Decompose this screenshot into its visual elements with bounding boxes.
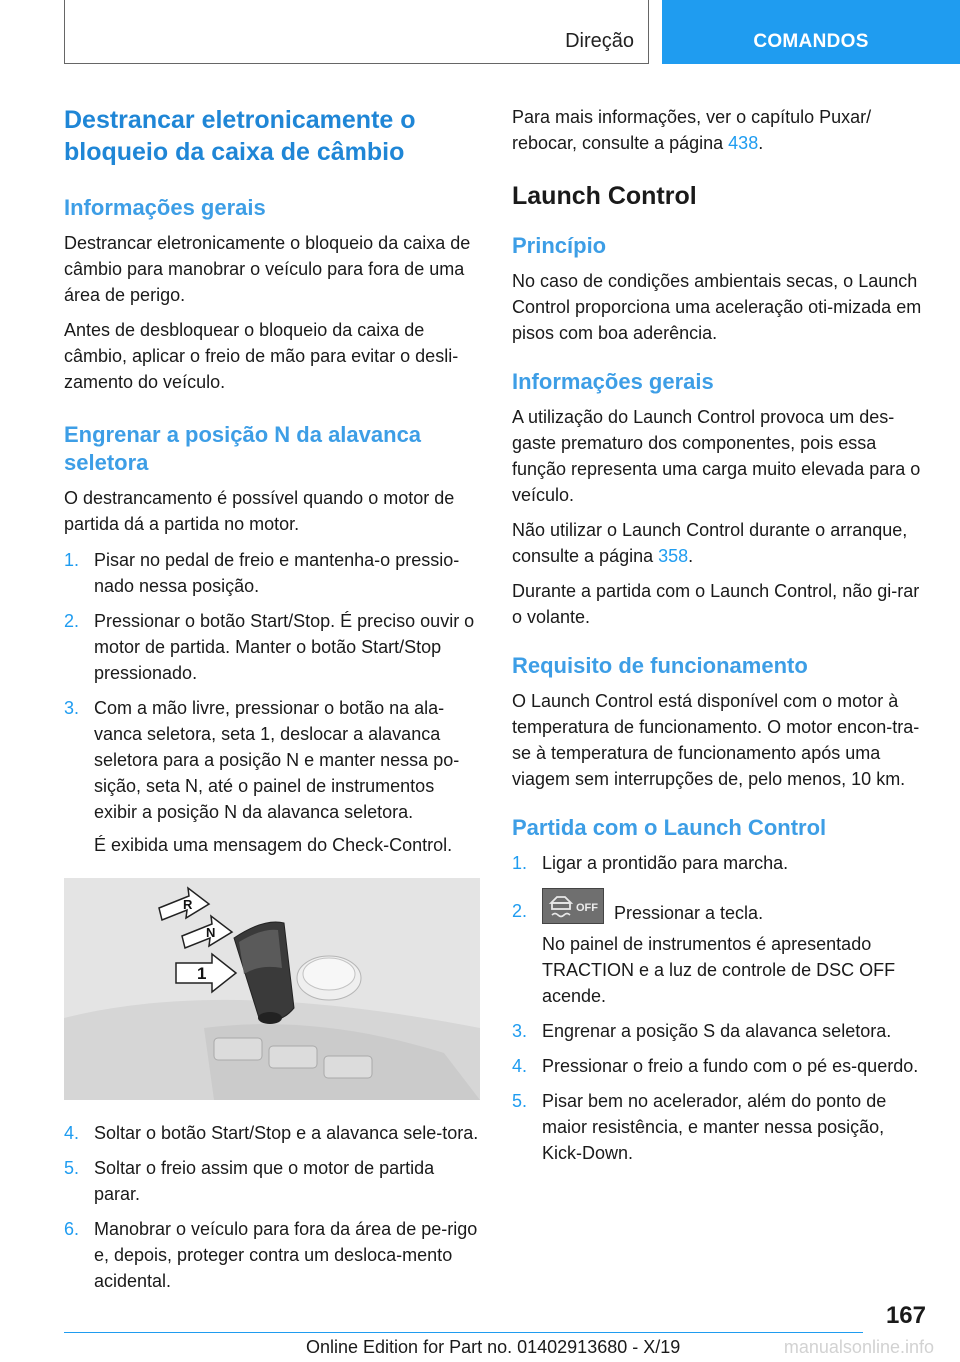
paragraph: O destrancamento é possível quando o motor de partida dá a partida no motor. [64,488,455,534]
section-title-unlock: Destrancar eletronicamente o bloqueio da caixa de câmbio [64,106,416,166]
gear-selector-illustration [64,878,480,1100]
paragraph: No caso de condições ambientais secas, o Launch Control proporciona uma aceleração oti-mizada em pisos com boa aderência. [512,271,922,343]
paragraph: Não utilizar o Launch Control durante o arranque, consulte a página 358. [512,520,908,566]
list-item: 2. Pressionar o botão Start/Stop. É preciso ouvir o motor de partida. Manter o botão Start/Stop pressionado. [64,611,475,683]
list-item: 5. Pisar bem no acelerador, além do ponto de maior resistência, e manter nessa posição, Kick-Down. [512,1091,887,1163]
paragraph: Antes de desbloquear o bloqueio da caixa de câmbio, aplicar o freio de mão para evitar o desli-zamento do veículo. [64,320,459,392]
paragraph: Destrancar eletronicamente o bloqueio da caixa de câmbio para manobrar o veículo para fora de uma área de perigo. [64,233,471,305]
list-item: 4. Pressionar o freio a fundo com o pé es-querdo. [512,1056,919,1076]
right-column [512,104,928,1166]
heading-general-info-left: Informações gerais [64,195,266,220]
heading-start-launch-control: Partida com o Launch Control [512,815,827,840]
heading-engage-n: Engrenar a posição N da alavanca seletora [64,422,422,475]
header-section-title: Direção [565,30,634,52]
page-link-438[interactable]: 438 [728,133,759,153]
dsc-off-key-label: OFF [576,902,598,914]
list-item: 3. Engrenar a posição S da alavanca seletora. [512,1021,892,1041]
steps-list-1 [64,547,480,858]
figure-label-1: 1 [197,964,207,983]
list-item: 4. Soltar o botão Start/Stop e a alavanca sele-tora. [64,1123,479,1143]
paragraph-intro: Para mais informações, ver o capítulo Puxar/ rebocar, consulte a página 438. [512,107,872,153]
header-section-box [64,0,649,64]
steps-list-launch [512,850,928,1166]
left-column [64,104,480,1294]
heading-principle: Princípio [512,233,607,258]
list-item: 1. Ligar a prontidão para marcha. [512,853,789,873]
dsc-off-key-icon [542,888,604,924]
heading-general-info-right: Informações gerais [512,369,714,394]
list-item: 1. Pisar no pedal de freio e mantenha-o pressio-nado nessa posição. [64,550,460,596]
steps-list-2 [64,1120,480,1294]
list-item: 3. Com a mão livre, pressionar o botão na ala-vanca seletora, seta 1, deslocar a alavanca seletora para a posição N e manter nessa po-sição, seta N, até o painel de instrumentos exibir a posição N da alavanca seletora. É exibida uma mensagem do Check-Control. [64,698,460,855]
footer-edition: Online Edition for Part no. 01402913680 - X/19 [306,1337,681,1357]
paragraph: Durante a partida com o Launch Control, não gi-rar o volante. [512,581,920,627]
figure-label-r: R [183,897,193,912]
gear-selector-drawing [64,878,480,1100]
paragraph: O Launch Control está disponível com o motor à temperatura de funcionamento. O motor encon-tra-se à temperatura de funcionamento após uma viagem sem interrupções de, pelo menos, 10 km. [512,691,920,789]
list-item: 2. OFF Pressionar a tecla. No painel de instrumentos é apresentado TRACTION e a luz de controle de DSC OFF acende. [512,888,928,1009]
heading-operating-requirement: Requisito de funcionamento [512,653,808,678]
watermark: manualsonline.info [783,1337,934,1357]
paragraph: A utilização do Launch Control provoca um des-gaste prematuro dos componentes, pois essa função representa uma carga muito elevada para o veículo. [512,407,921,505]
list-item: 6. Manobrar o veículo para fora da área de pe-rigo e, depois, proteger contra um desloca-mento acidental. [64,1219,478,1291]
page-link-358[interactable]: 358 [658,546,689,566]
list-item: 5. Soltar o freio assim que o motor de partida parar. [64,1158,435,1204]
figure-label-n: N [206,925,216,940]
header-chapter-title: COMANDOS [753,31,869,52]
section-title-launch-control: Launch Control [512,182,697,210]
page-number: 167 [885,1302,926,1329]
header-chapter-tab [662,0,960,64]
footer-divider [64,1332,863,1333]
